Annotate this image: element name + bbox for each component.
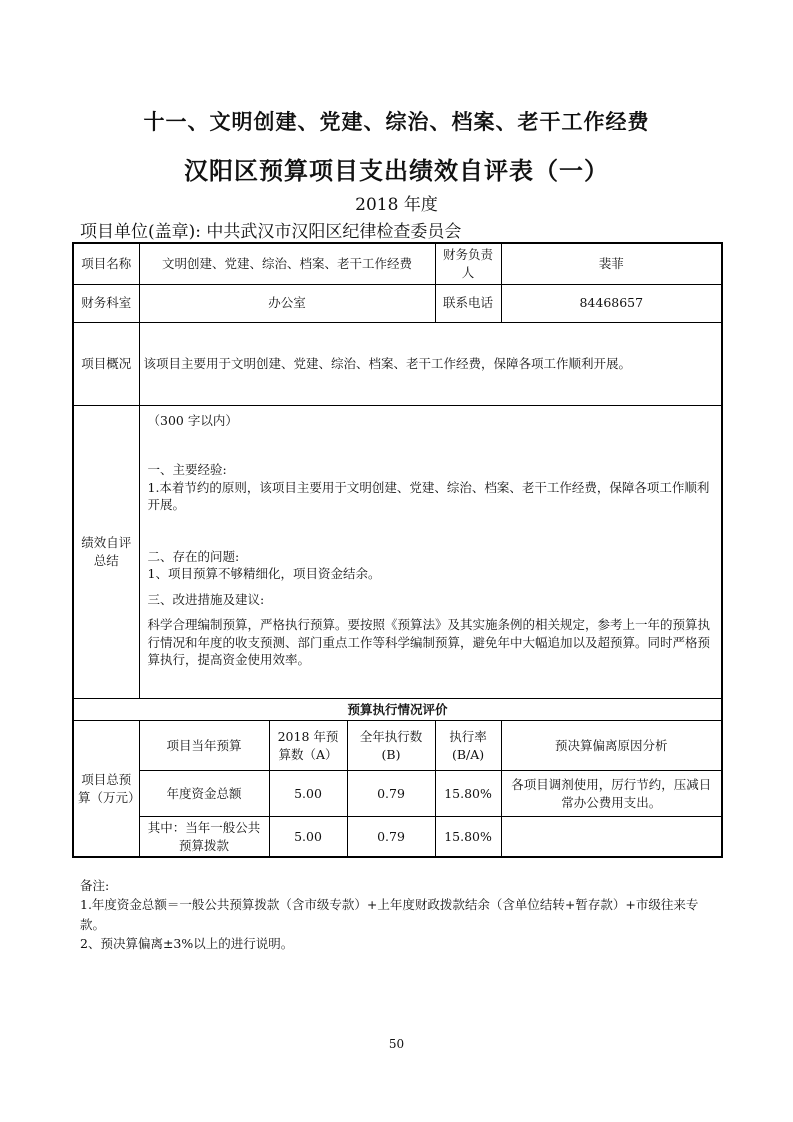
col-reason-header: 预决算偏离原因分析 bbox=[501, 721, 722, 771]
row-rate: 15.80% bbox=[435, 817, 501, 858]
experience-title: 一、主要经验: bbox=[147, 462, 227, 477]
row-reason: 各项目调剂使用，厉行节约，压减日常办公费用支出。 bbox=[501, 771, 722, 817]
measures-text: 科学合理编制预算，严格执行预算。要按照《预算法》及其实施条例的相关规定，参考上一年的预算执行情况和年度的收支预测、部门重点工作等科学编制预算，避免年中大幅追加以及超预算。同时严格预算执行，提高资金使用效率。 bbox=[147, 617, 711, 667]
notes-line-1: 1.年度资金总额＝一般公共预算拨款（含市级专款）+上年度财政拨款结余（含单位结转+暂存款）+市级往来专款。 bbox=[80, 897, 699, 932]
col-budget-header: 2018 年预算数（A） bbox=[269, 721, 347, 771]
problems-title: 二、存在的问题: bbox=[147, 548, 240, 564]
col-exec-header: 全年执行数(B) bbox=[347, 721, 435, 771]
section-title: 十一、文明创建、党建、综治、档案、老干工作经费 bbox=[143, 110, 650, 134]
row-item: 年度资金总额 bbox=[139, 771, 269, 817]
row-exec: 0.79 bbox=[347, 817, 435, 858]
measures-title: 三、改进措施及建议: bbox=[147, 591, 265, 607]
page-title: 汉阳区预算项目支出绩效自评表（一） bbox=[184, 156, 609, 185]
project-unit-line: 项目单位(盖章): 中共武汉市汉阳区纪律检查委员会 bbox=[80, 222, 462, 242]
fiscal-year: 2018 年度 bbox=[355, 195, 438, 215]
row-rate: 15.80% bbox=[435, 771, 501, 817]
project-name-label: 项目名称 bbox=[73, 243, 139, 284]
row-budget: 5.00 bbox=[269, 817, 347, 858]
evaluation-table bbox=[72, 242, 723, 858]
row-exec: 0.79 bbox=[347, 771, 435, 817]
row-item: 其中：当年一般公共预算拨款 bbox=[139, 817, 269, 858]
notes-title: 备注: bbox=[80, 878, 110, 893]
experience-text: 1.本着节约的原则，该项目主要用于文明创建、党建、综治、档案、老干工作经费，保障各项工作顺利开展。 bbox=[147, 479, 710, 512]
phone-label: 联系电话 bbox=[435, 284, 501, 322]
page-number: 50 bbox=[388, 1037, 405, 1051]
notes bbox=[80, 876, 720, 954]
summary-limit-note: （300 字以内） bbox=[147, 412, 238, 428]
dept-value: 办公室 bbox=[139, 284, 435, 322]
dept-label: 财务科室 bbox=[73, 284, 139, 322]
overview-label: 项目概况 bbox=[73, 322, 139, 405]
table-row bbox=[73, 771, 722, 817]
budget-section-header: 预算执行情况评价 bbox=[73, 698, 722, 721]
problems-text: 1、项目预算不够精细化，项目资金结余。 bbox=[147, 566, 381, 581]
project-name-value: 文明创建、党建、综治、档案、老干工作经费 bbox=[139, 243, 435, 284]
col-item-header: 项目当年预算 bbox=[139, 721, 269, 771]
row-budget: 5.00 bbox=[269, 771, 347, 817]
summary-label: 绩效自评总结 bbox=[73, 405, 139, 698]
finance-lead-value: 裴菲 bbox=[501, 243, 722, 284]
row-reason bbox=[501, 817, 722, 858]
summary-content bbox=[139, 405, 722, 698]
notes-line-2: 2、预决算偏离±3%以上的进行说明。 bbox=[80, 936, 294, 952]
finance-lead-label: 财务负责人 bbox=[435, 243, 501, 284]
phone-value: 84468657 bbox=[501, 284, 722, 322]
overview-text: 该项目主要用于文明创建、党建、综治、档案、老干工作经费，保障各项工作顺利开展。 bbox=[139, 322, 722, 405]
col-rate-header: 执行率(B/A) bbox=[435, 721, 501, 771]
budget-row-label: 项目总预算（万元） bbox=[73, 721, 139, 858]
table-row bbox=[73, 817, 722, 858]
